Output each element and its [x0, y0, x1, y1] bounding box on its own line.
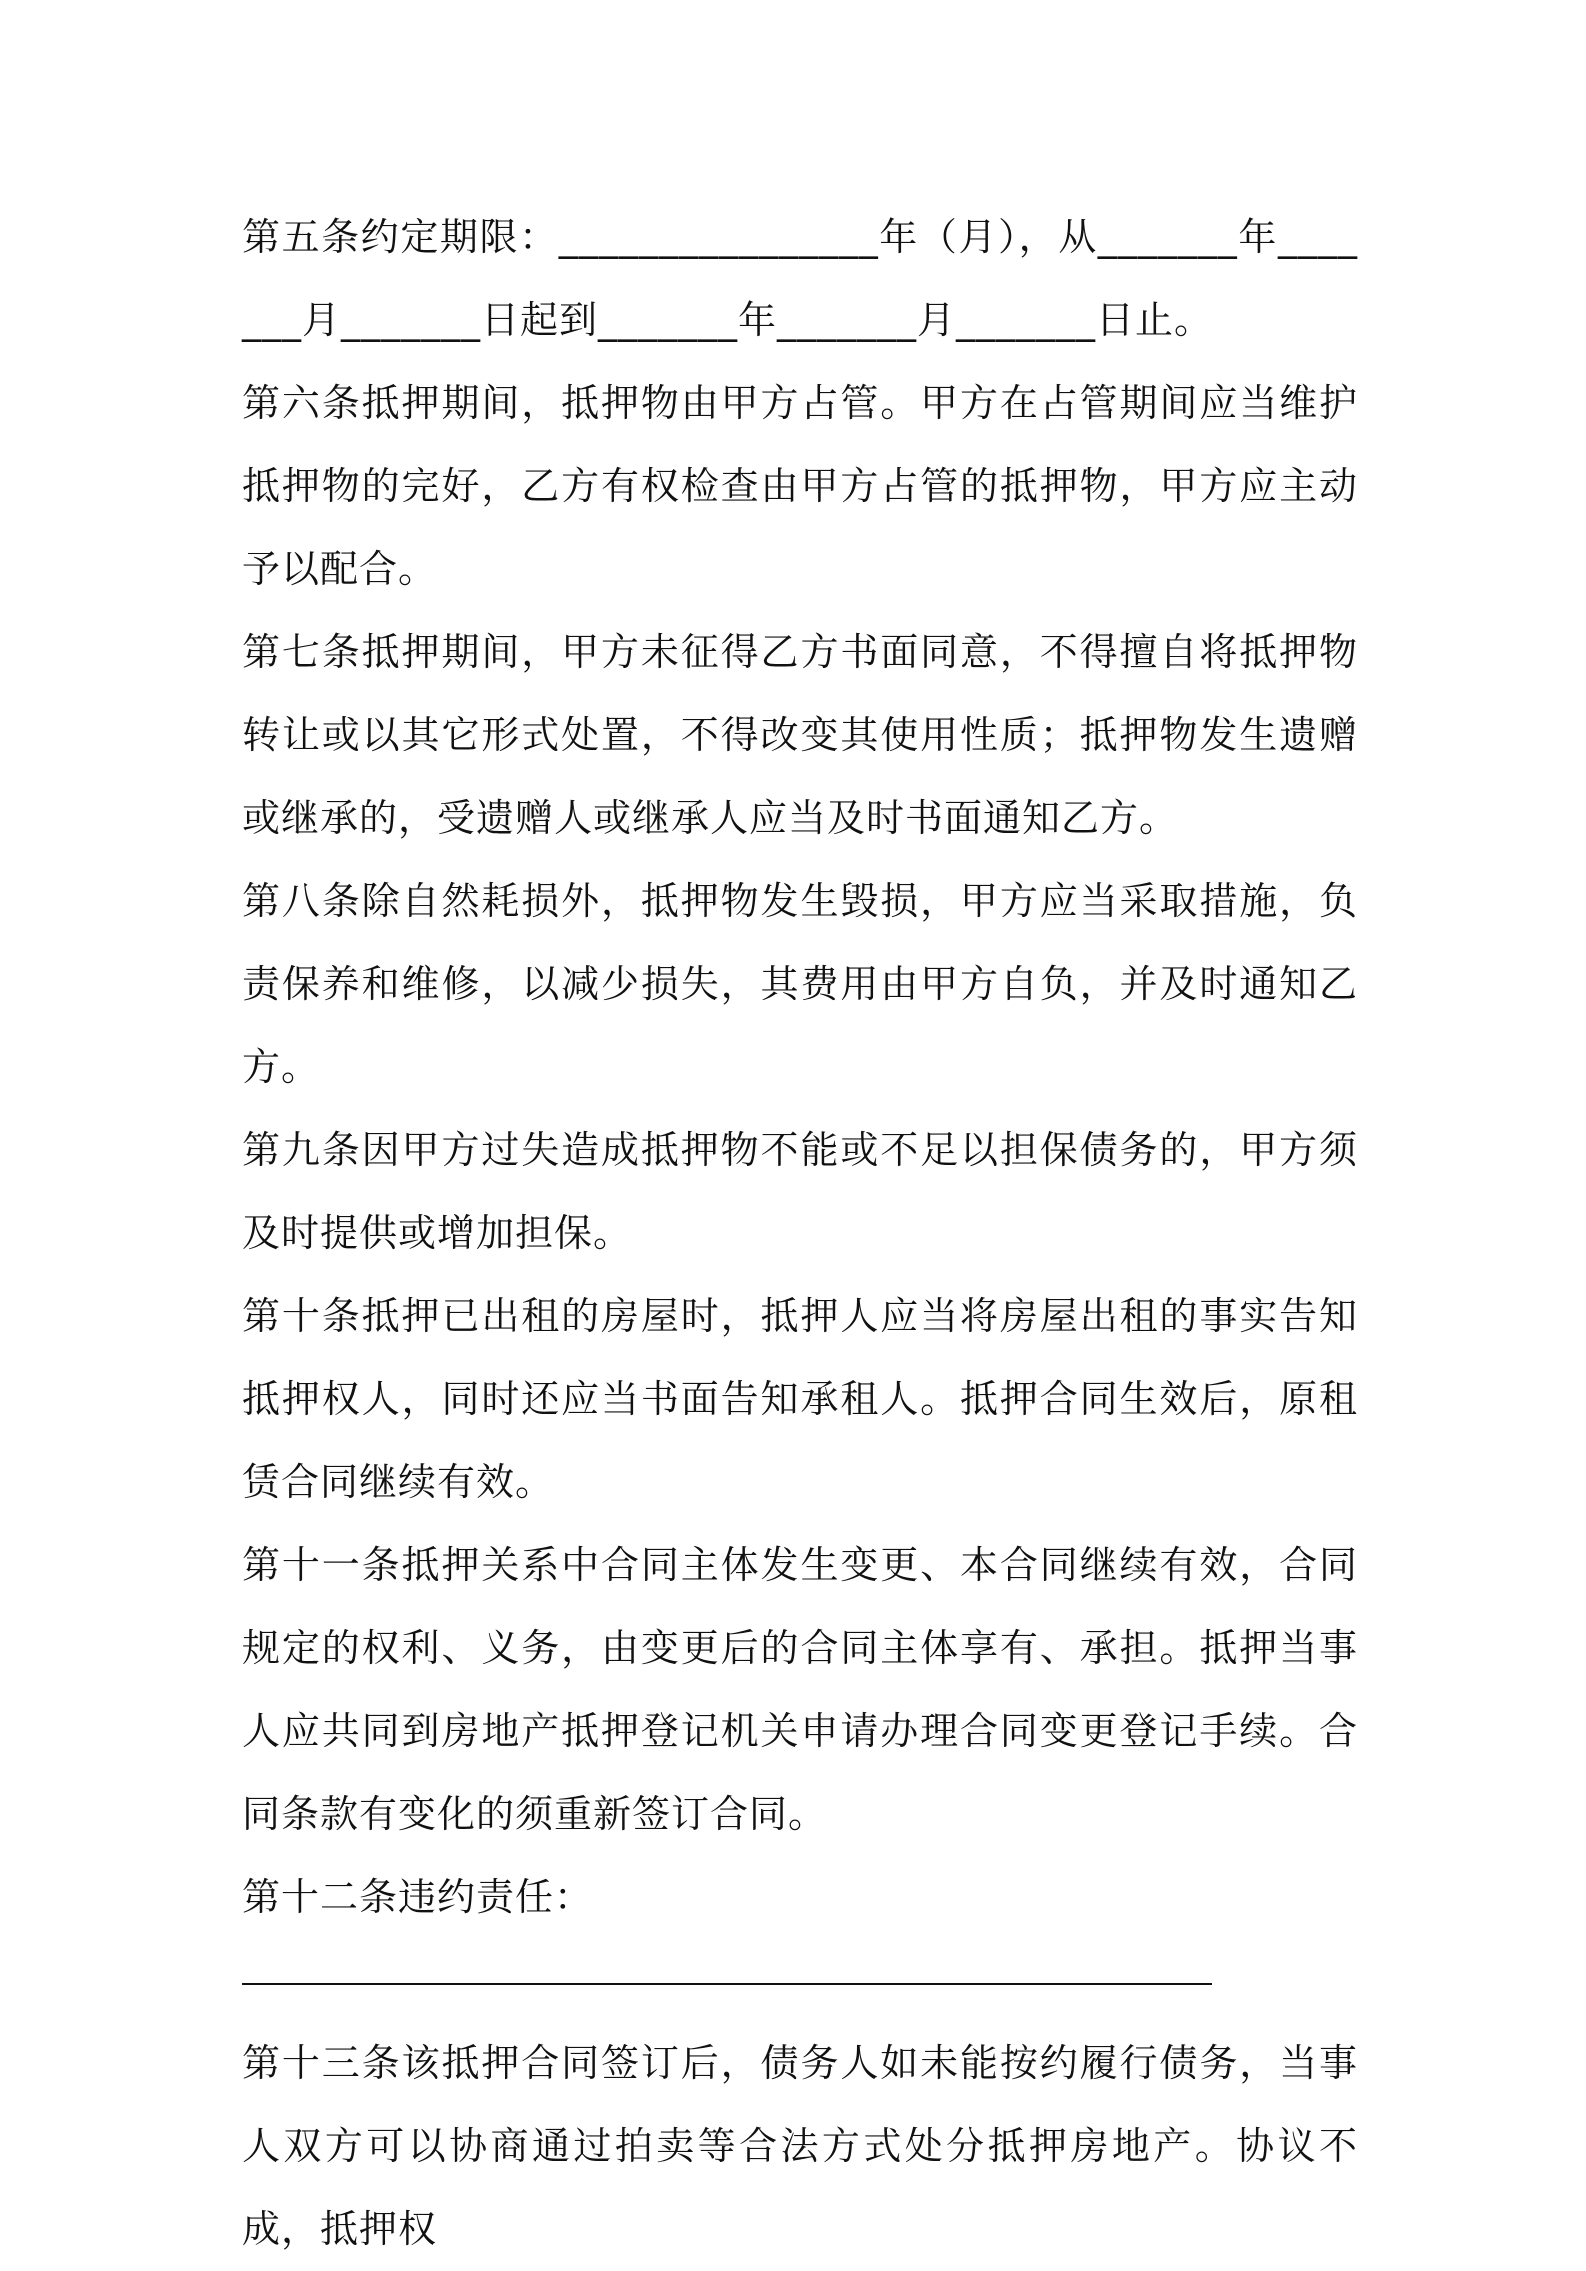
article-11-party-change: 第十一条抵押关系中合同主体发生变更、本合同继续有效，合同规定的权利、义务，由变更后的合同主体享有、承担。抵押当事人应共同到房地产抵押登记机关申请办理合同变更登记手续。合同条款有变化的须重新签订合同。 [242, 1543, 1358, 1836]
article-13-disposal: 第十三条该抵押合同签订后，债务人如未能按约履行债务，当事人双方可以协商通过拍卖等合法方式处分抵押房地产。协议不成，抵押权 [242, 2041, 1358, 2251]
article-12-liability: 第十二条违约责任： [242, 1875, 594, 1919]
article-6-custody: 第六条抵押期间，抵押物由甲方占管。甲方在占管期间应当维护抵押物的完好，乙方有权检查由甲方占管的抵押物，甲方应主动予以配合。 [242, 381, 1358, 591]
article-7-transfer-restriction: 第七条抵押期间，甲方未征得乙方书面同意，不得擅自将抵押物转让或以其它形式处置，不得改变其使用性质；抵押物发生遗赠或继承的，受遗赠人或继承人应当及时书面通知乙方。 [242, 630, 1358, 840]
article-8-damage: 第八条除自然耗损外，抵押物发生毁损，甲方应当采取措施，负责保养和维修，以减少损失，其费用由甲方自负，并及时通知乙方。 [242, 879, 1358, 1089]
article-5-term: 第五条约定期限：________________年（月），从_______年_______月_______日起到_______年_______月_______日止。 [242, 215, 1358, 342]
contract-body [242, 196, 1358, 2271]
article-9-fault: 第九条因甲方过失造成抵押物不能或不足以担保债务的，甲方须及时提供或增加担保。 [242, 1128, 1358, 1255]
liability-fill-in-line [242, 1939, 1358, 2022]
article-10-leased-property: 第十条抵押已出租的房屋时，抵押人应当将房屋出租的事实告知抵押权人，同时还应当书面告知承租人。抵押合同生效后，原租赁合同继续有效。 [242, 1294, 1358, 1504]
fill-in-rule [242, 1983, 1212, 1985]
